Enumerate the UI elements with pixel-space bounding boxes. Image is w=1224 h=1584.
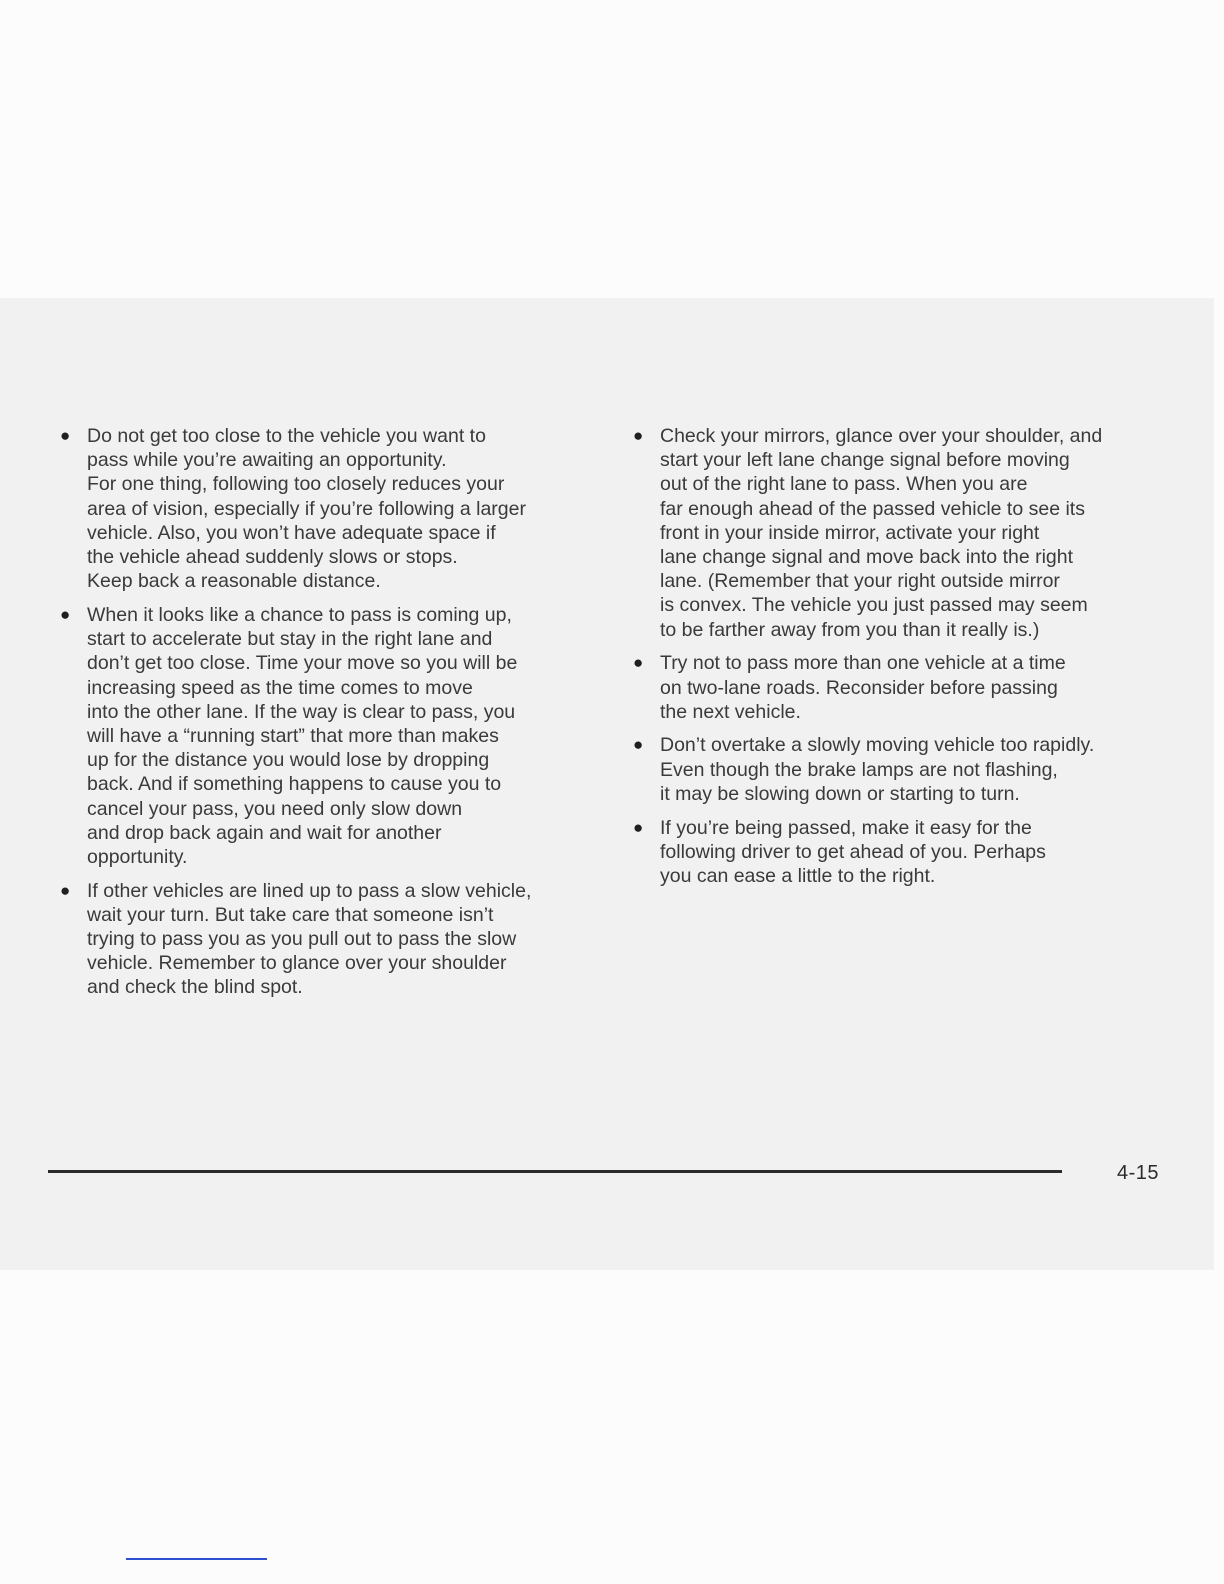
bullet-icon: ● [60, 604, 71, 624]
bullet-icon: ● [633, 735, 644, 755]
bullet-text: When it looks like a chance to pass is coming up, start to accelerate but stay in the right lane and don’t get too close. Time your move so you will be increasing speed as the time comes to move into the other lane. If the way is clear to pass, you will have a “running start” that more than makes up for the distance you would lose by dropping back. And if something happens to cause you to cancel your pass, you need only slow down and drop back again and wait for another opportunity. [87, 603, 518, 868]
right-column-bullet-list [633, 424, 1173, 898]
footer-rule [48, 1170, 1062, 1173]
bullet-item [633, 651, 1173, 724]
bullet-item [633, 424, 1173, 642]
left-column-bullet-list [60, 424, 585, 1009]
bullet-text: Do not get too close to the vehicle you want to pass while you’re awaiting an opportunity. For one thing, following too closely reduces your area of vision, especially if you’re following a larger vehicle. Also, you won’t have adequate space if the vehicle ahead suddenly slows or stops. Keep back a reasonable distance. [87, 425, 526, 593]
bullet-text: Try not to pass more than one vehicle at a time on two-lane roads. Reconsider before passing the next vehicle. [660, 652, 1066, 723]
bullet-text: Check your mirrors, glance over your shoulder, and start your left lane change signal before moving out of the right lane to pass. When you are far enough ahead of the passed vehicle to see its front in your inside mirror, activate your right lane change signal and move back into the right lane. (Remember that your right outside mirror is convex. The vehicle you just passed may seem to be farther away from you than it really is.) [660, 425, 1103, 641]
content-band [0, 298, 1214, 1270]
bullet-icon: ● [633, 653, 644, 673]
bullet-item [60, 424, 585, 593]
bullet-text: If other vehicles are lined up to pass a slow vehicle, wait your turn. But take care that someone isn’t trying to pass you as you pull out to pass the slow vehicle. Remember to glance over your shoulder and check the blind spot. [87, 879, 532, 999]
bullet-item [633, 733, 1173, 806]
bullet-item [633, 816, 1173, 889]
bullet-icon: ● [633, 817, 644, 837]
bullet-item [60, 603, 585, 869]
page-number: 4-15 [1117, 1162, 1160, 1184]
bullet-text: If you’re being passed, make it easy for the following driver to get ahead of you. Perhaps you can ease a little to the right. [660, 816, 1046, 887]
bullet-icon: ● [60, 426, 71, 445]
link-underline[interactable] [126, 1558, 267, 1560]
bullet-icon: ● [60, 880, 71, 900]
bullet-text: Don’t overtake a slowly moving vehicle too rapidly. Even though the brake lamps are not flashing, it may be slowing down or starting to turn. [660, 734, 1095, 805]
bullet-item [60, 879, 585, 1000]
bullet-icon: ● [633, 426, 644, 445]
